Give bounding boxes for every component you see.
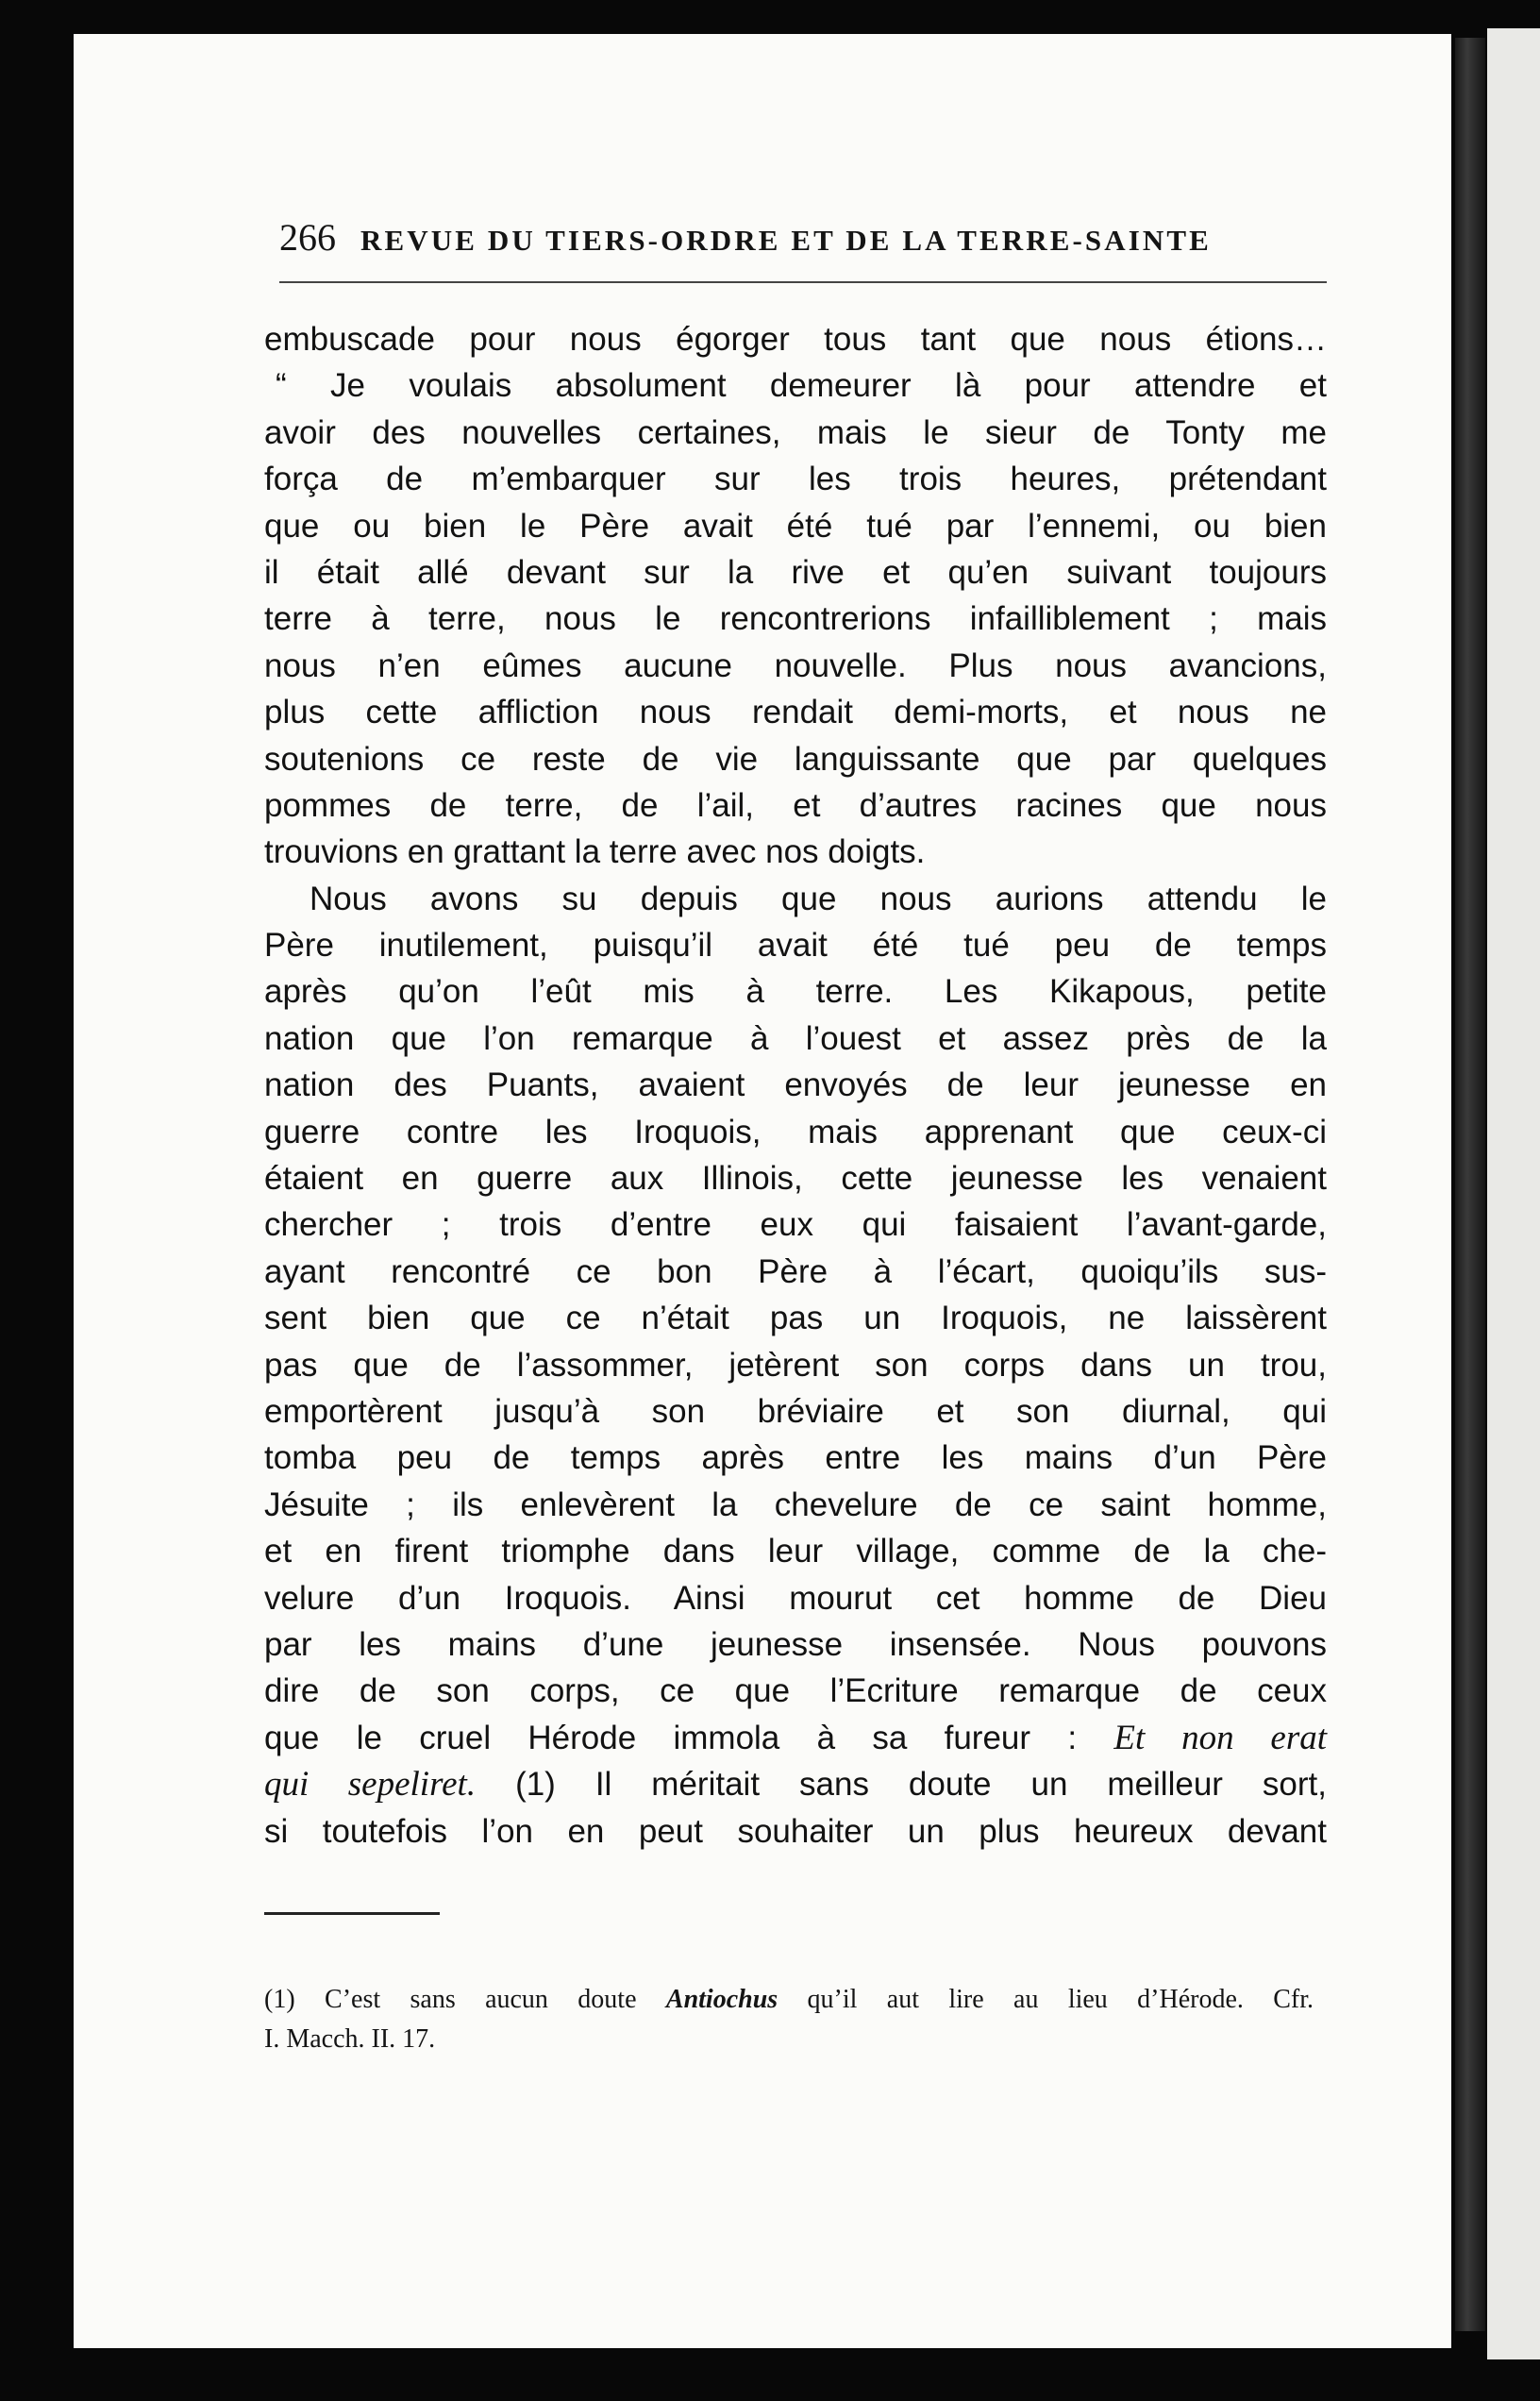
text-run: (1) Il méritait sans doute un meilleur sort, [515,1766,1327,1804]
text-line: soutenions ce reste de vie languissante que par quelques [264,740,1327,778]
latin-quote: qui sepeliret. [264,1765,477,1805]
text-line: étaient en guerre aux Illinois, cette jeunesse les venaient [264,1160,1327,1198]
text-line: chercher ; trois d’entre eux qui faisaient l’avant-garde, [264,1206,1327,1244]
footnote-text: qu’il aut lire au lieu d’Hérode. Cfr. [807,1985,1314,2014]
text-line: pommes de terre, de l’ail, et d’autres racines que nous [264,786,1327,824]
footnote-marker: (1) [264,1985,295,2014]
text-line: si toutefois l’on en peut souhaiter un plus heureux devant [264,1812,1327,1850]
text-line: guerre contre les Iroquois, mais apprenant que ceux-ci [264,1113,1327,1150]
text-line: nous n’en eûmes aucune nouvelle. Plus nous avancions, [264,646,1327,684]
text-line: força de m’embarquer sur les trois heures, prétendant [264,461,1327,498]
running-header [279,215,1281,272]
text-run: que le cruel Hérode immola à sa fureur : [264,1719,1078,1756]
text-line: plus cette affliction nous rendait demi-morts, et nous ne [264,694,1327,731]
page-number: 266 [279,216,336,259]
text-line: nation que l’on remarque à l’ouest et assez près de la [264,1019,1327,1057]
text-line: après qu’on l’eût mis à terre. Les Kikapous, petite [264,973,1327,1011]
text-line: trouvions en grattant la terre avec nos doigts. [264,833,926,871]
header-rule [279,281,1327,283]
text-line: par les mains d’une jeunesse insensée. Nous pouvons [264,1625,1327,1663]
text-line: il était allé devant sur la rive et qu’en suivant toujours [264,553,1327,591]
latin-quote: Et non erat [1113,1718,1328,1757]
text-line: avoir des nouvelles certaines, mais le sieur de Tonty me [264,413,1327,451]
footnote-rule [264,1912,440,1915]
text-line: que ou bien le Père avait été tué par l’ennemi, ou bien [264,507,1327,545]
body-text [264,316,1327,1855]
footnote-text: C’est sans aucun doute [325,1985,637,2014]
running-title: REVUE DU TIERS-ORDRE ET DE LA TERRE-SAINTE [360,224,1212,257]
footnote [264,1980,1314,2059]
text-line: Jésuite ; ils enlevèrent la chevelure de ce saint homme, [264,1486,1327,1523]
page-gutter-shadow [1455,38,1485,2331]
text-line: tomba peu de temps après entre les mains d’un Père [264,1439,1327,1477]
footnote-line [264,1980,1314,2020]
text-line [264,1761,1327,1807]
footnote-name: Antiochus [665,1985,778,2014]
footnote-line: I. Macch. II. 17. [264,2024,436,2054]
text-line: sent bien que ce n’était pas un Iroquois, ne laissèrent [264,1300,1327,1337]
text-line: emportèrent jusqu’à son bréviaire et son diurnal, qui [264,1392,1327,1430]
text-line: Nous avons su depuis que nous aurions attendu le [310,880,1327,917]
text-line: nation des Puants, avaient envoyés de leur jeunesse en [264,1066,1327,1104]
text-line: pas que de l’assommer, jetèrent son corps dans un trou, [264,1346,1327,1384]
text-line: ayant rencontré ce bon Père à l’écart, quoiqu’ils sus- [264,1252,1327,1290]
text-line: dire de son corps, ce que l’Ecriture remarque de ceux [264,1672,1327,1710]
text-line: Père inutilement, puisqu’il avait été tué peu de temps [264,927,1327,965]
text-line: embuscade pour nous égorger tous tant que nous étions… [264,321,1327,358]
text-line [264,1715,1327,1761]
adjacent-page-edge [1487,28,1540,2359]
text-line: “ Je voulais absolument demeurer là pour attendre et [276,367,1327,405]
text-line: terre à terre, nous le rencontrerions infailliblement ; mais [264,600,1327,638]
text-line: velure d’un Iroquois. Ainsi mourut cet homme de Dieu [264,1579,1327,1617]
text-line: et en firent triomphe dans leur village, comme de la che- [264,1533,1327,1570]
